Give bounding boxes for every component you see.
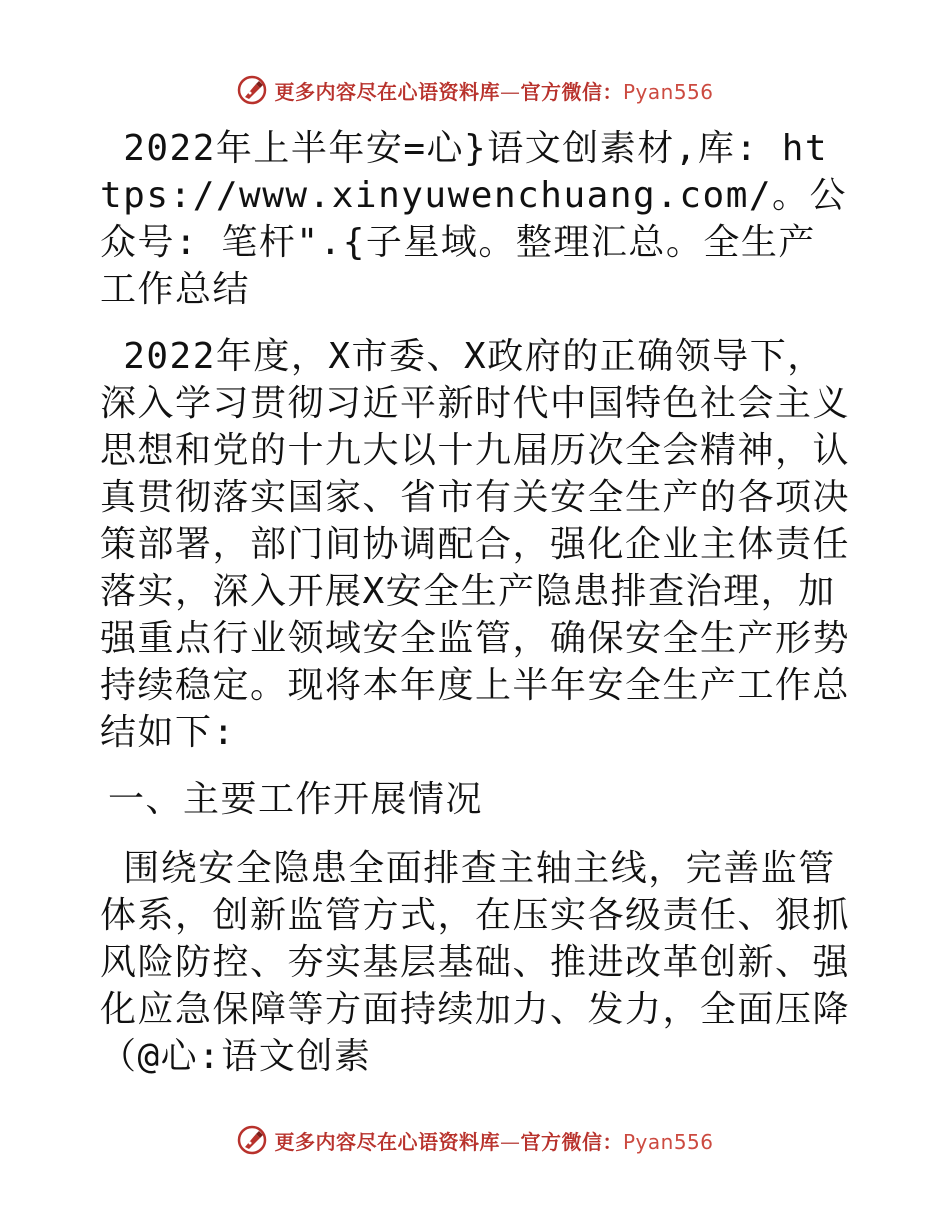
watermark-suffix-text: 官方微信： (520, 1129, 623, 1154)
pen-nib-logo-icon (236, 74, 268, 106)
watermark-main-text: 更多内容尽在心语资料库 (274, 79, 500, 104)
header-watermark-banner (0, 70, 950, 110)
watermark-separator: — (499, 79, 521, 104)
title-paragraph: 2022年上半年安=心}语文创素材,库: https://www.xinyuwenchuang.com/。公众号: 笔杆".{子星域。整理汇总。全生产工作总结 (100, 128, 848, 310)
intro-paragraph: 2022年度，X市委、X政府的正确领导下，深入学习贯彻习近平新时代中国特色社会主义思想和党的十九大以十九届历次全会精神，认真贯彻落实国家、省市有关安全生产的各项决策部署，部门间协调配合，强化企业主体责任落实，深入开展X安全生产隐患排查治理，加强重点行业领域安全监管，确保安全生产形势持续稳定。现将本年度上半年安全生产工作总结如下: (100, 336, 851, 753)
watermark-suffix-text: 官方微信： (520, 79, 623, 104)
watermark-separator: — (499, 1129, 521, 1154)
footer-watermark-banner (0, 1120, 950, 1160)
watermark-text (274, 1126, 713, 1155)
document-body (100, 125, 850, 1100)
pen-nib-logo-icon (236, 1124, 268, 1156)
watermark-text (274, 76, 713, 105)
section-heading: 一、主要工作开展情况 (108, 779, 484, 820)
watermark-wechat-id: Pyan556 (622, 1129, 714, 1154)
watermark-wechat-id: Pyan556 (622, 79, 714, 104)
watermark-main-text: 更多内容尽在心语资料库 (274, 1129, 500, 1154)
section-paragraph: 围绕安全隐患全面排查主轴主线，完善监管体系，创新监管方式，在压实各级责任、狠抓风险防控、夯实基层基础、推进改革创新、强化应急保障等方面持续加力、发力，全面压降（@心:语文创素 (100, 848, 851, 1077)
